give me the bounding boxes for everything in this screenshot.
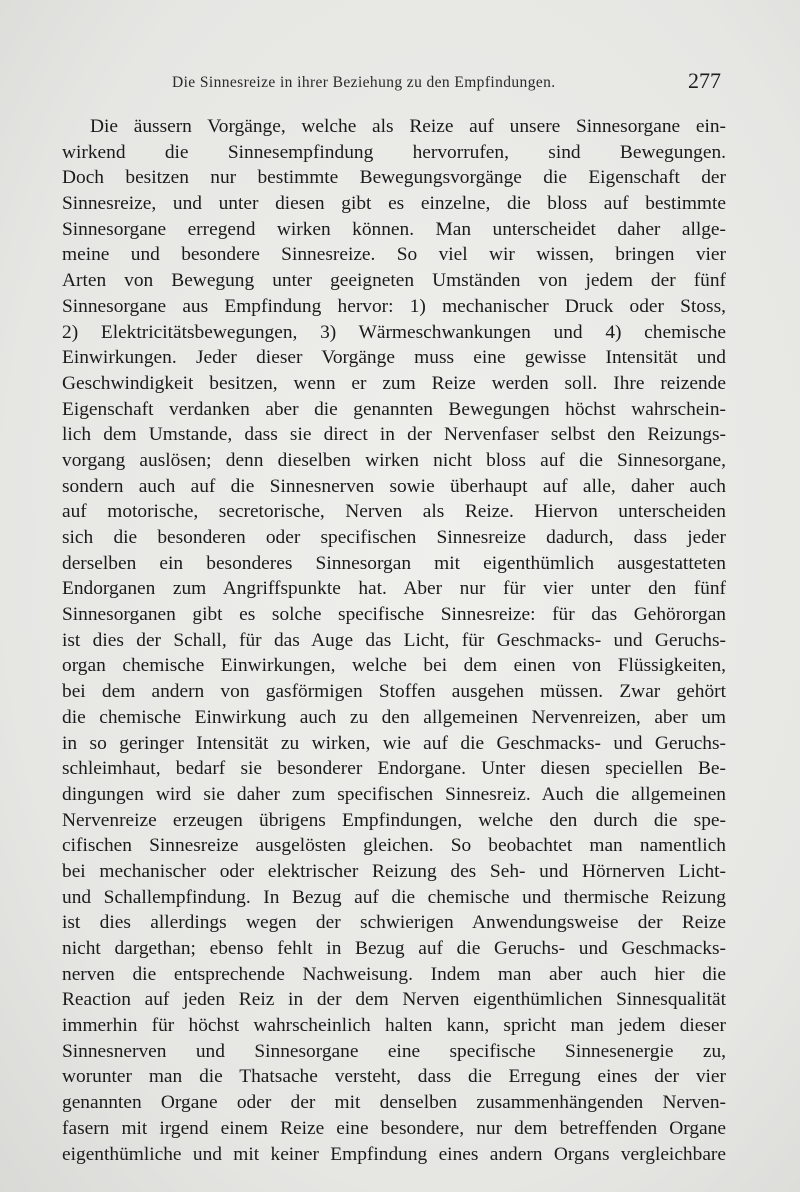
- text-line: ist dies allerdings wegen der schwierigen Anwendungsweise der Reize: [62, 912, 726, 934]
- text-line: dingungen wird sie daher zum specifischen Sinnesreiz. Auch die allgemeinen: [62, 783, 726, 805]
- text-line: bei dem andern von gasförmigen Stoffen ausgehen müssen. Zwar gehört: [62, 681, 726, 703]
- page-header: [0, 68, 800, 98]
- text-line: Doch besitzen nur bestimmte Bewegungsvorgänge die Eigenschaft der: [62, 167, 726, 189]
- text-line: Arten von Bewegung unter geeigneten Umständen von jedem der fünf: [62, 270, 726, 292]
- text-line: die chemische Einwirkung auch zu den allgemeinen Nervenreizen, aber um: [62, 706, 726, 728]
- text-line: Sinnesorganen gibt es solche specifische Sinnesreize: für das Gehörorgan: [62, 604, 726, 626]
- text-line: nicht dargethan; ebenso fehlt in Bezug auf die Geruchs- und Geschmacks-: [62, 938, 726, 959]
- text-line: Einwirkungen. Jeder dieser Vorgänge muss eine gewisse Intensität und: [62, 347, 726, 369]
- text-line: in so geringer Intensität zu wirken, wie auf die Geschmacks- und Geruchs-: [62, 732, 726, 754]
- text-line: eigenthümliche und mit keiner Empfindung eines andern Organs vergleichbare: [62, 1143, 726, 1165]
- text-line: Reaction auf jeden Reiz in der dem Nerven eigenthümlichen Sinnesqualität: [62, 989, 726, 1011]
- text-line: sondern auch auf die Sinnesnerven sowie überhaupt auf alle, daher auch: [62, 475, 726, 497]
- text-line: worunter man die Thatsache versteht, dass die Erregung eines der vier: [62, 1066, 726, 1088]
- text-line: fasern mit irgend einem Reize eine besondere, nur dem betreffenden Organe: [62, 1117, 726, 1139]
- text-line: Sinnesnerven und Sinnesorgane eine specifische Sinnesenergie zu,: [62, 1040, 726, 1062]
- text-line: Nervenreize erzeugen übrigens Empfindungen, welche den durch die spe-: [62, 809, 726, 831]
- text-line: vorgang auslösen; denn dieselben wirken nicht bloss auf die Sinnesorgane,: [62, 449, 726, 471]
- text-line: 2) Elektricitätsbewegungen, 3) Wärmeschwankungen und 4) chemische: [62, 321, 726, 343]
- text-line: genannten Organe oder der mit denselben zusammenhängenden Nerven-: [62, 1092, 726, 1114]
- text-line: wirkend die Sinnesempfindung hervorrufen, sind Bewegungen.: [62, 141, 726, 163]
- text-line: lich dem Umstande, dass sie direct in der Nervenfaser selbst den Reizungs-: [62, 424, 726, 446]
- text-line: bei mechanischer oder elektrischer Reizung des Seh- und Hörnerven Licht-: [62, 860, 726, 882]
- text-line: Sinnesreize, und unter diesen gibt es einzelne, die bloss auf bestimmte: [62, 193, 726, 215]
- text-line: ist dies der Schall, für das Auge das Licht, für Geschmacks- und Geruchs-: [62, 629, 726, 651]
- page-number: 277: [688, 68, 721, 93]
- text-line: organ chemische Einwirkungen, welche bei dem einen von Flüssigkeiten,: [62, 655, 726, 677]
- text-line: immerhin für höchst wahrscheinlich halten kann, spricht man jedem dieser: [62, 1015, 726, 1037]
- text-line: nerven die entsprechende Nachweisung. Indem man aber auch hier die: [62, 963, 726, 985]
- text-line: schleimhaut, bedarf sie besonderer Endorgane. Unter diesen speciellen Be-: [62, 758, 726, 780]
- text-line: meine und besondere Sinnesreize. So viel wir wissen, bringen vier: [62, 244, 726, 266]
- text-line: Eigenschaft verdanken aber die genannten Bewegungen höchst wahrschein-: [62, 398, 726, 420]
- text-line: Endorganen zum Angriffspunkte hat. Aber nur für vier unter den fünf: [62, 578, 726, 600]
- text-line: cifischen Sinnesreize ausgelösten gleichen. So beobachtet man namentlich: [62, 835, 726, 857]
- body-text: [62, 114, 726, 1167]
- text-line: und Schallempfindung. In Bezug auf die chemische und thermische Reizung: [62, 886, 726, 908]
- text-line: Sinnesorgane aus Empfindung hervor: 1) mechanischer Druck oder Stoss,: [62, 295, 726, 317]
- text-line: Geschwindigkeit besitzen, wenn er zum Reize werden soll. Ihre reizende: [62, 372, 726, 394]
- text-line: auf motorische, secretorische, Nerven als Reize. Hiervon unterscheiden: [62, 501, 726, 523]
- text-line: derselben ein besonderes Sinnesorgan mit eigenthümlich ausgestatteten: [62, 552, 726, 574]
- text-line: sich die besonderen oder specifischen Sinnesreize dadurch, dass jeder: [62, 527, 726, 548]
- text-line: Die äussern Vorgänge, welche als Reize auf unsere Sinnesorgane ein-: [90, 116, 726, 137]
- running-title: Die Sinnesreize in ihrer Beziehung zu den Empfindungen.: [172, 74, 556, 91]
- text-line: Sinnesorgane erregend wirken können. Man unterscheidet daher allge-: [62, 218, 726, 240]
